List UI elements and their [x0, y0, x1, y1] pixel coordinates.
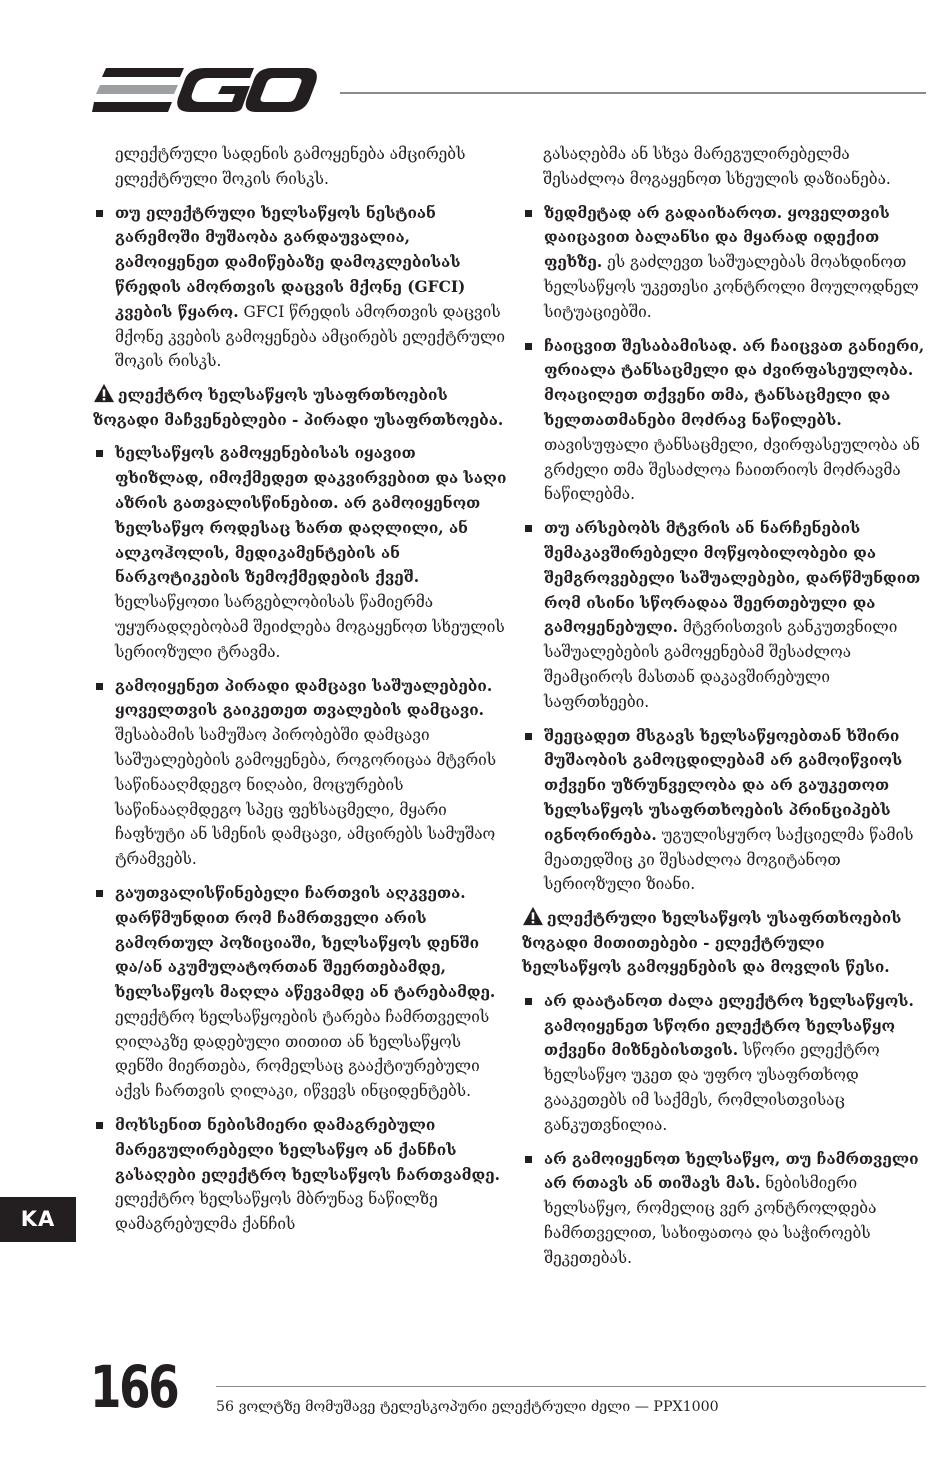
- bullet-dust-extraction: [522, 516, 927, 714]
- footer-rule: [216, 1386, 926, 1387]
- bullet-bold-text: მოხსენით ნებისმიერი დამაგრებული მარეგულირებელი ხელსაწყო ან ქანჩის გასაღები ელექტრო ხელსაწყოს ჩართვამდე.: [115, 1116, 500, 1184]
- bullet-remove-keys: [93, 1113, 508, 1237]
- bullet-protective-equipment: [93, 674, 508, 872]
- bullet-body-text: ნებისმიერი ხელსაწყო, რომელიც ვერ კონტროლდება ჩამრთველით, სახიფათოა და საჭიროებს შეკეთებას.: [544, 1174, 877, 1267]
- bullet-bold-text: არ გამოიყენოთ ხელსაწყო, თუ ჩამრთველი არ რთავს ან თიშავს მას.: [544, 1149, 919, 1193]
- bullet-body-text: ხელსაწყოთი სარგებლობისას წამიერმა უყურადღებობამ შეიძლება მოგაყენოთ სხეულის სერიოზული ტრავმა.: [115, 593, 505, 661]
- bullet-gfci: [93, 201, 508, 375]
- bullet-body-text: მტვრისთვის განკუთვნილი საშუალებების გამოყენებამ შესაძლოა შეამციროს მასთან დაკავშირებული საფრთხეები.: [544, 618, 898, 711]
- bullet-bold-text: ზედმეტად არ გადაიხაროთ. ყოველთვის დაიცავით ბალანსი და მყარად იდექით ფეხზე.: [544, 203, 890, 272]
- bullet-body-text: ელექტრო ხელსაწყოების ტარება ჩამრთველის ღილაკზე დადებული თითით ან ხელსაწყოს დენში მიერთება, რომელსაც გააქტიურებული აქვს ჩართვის ღილაკი, იწვევს ინციდენტებს.: [115, 1007, 490, 1101]
- header-rule: [340, 92, 926, 94]
- bullet-bold-text: ჩაიცვით შესაბამისად. არ ჩაიცვათ განიერი, ფრიალა ტანსაცმელი და ძვირფასეულობა. მოაცილეთ თქვენი თმა, ტანსაცმელი და ხელთათმანები მოძრავ ნაწილებს.: [544, 336, 925, 429]
- bullet-bold-text: გამოიყენეთ პირადი დამცავი საშუალებები. ყოველთვის გაიკეთეთ თვალების დამცავი.: [115, 676, 493, 720]
- bullet-do-not-force: [522, 989, 927, 1138]
- bullet-bold-text: თუ ელექტრული ხელსაწყოს ნესტიან გარემოში მუშაობა გარდაუვალია, გამოიყენეთ დამიწებაზე დამოკლებისას წრედის ამორთვის დაცვის მქონე (GFCI) კვების წყარო.: [115, 203, 466, 321]
- footer-product-title: 56 ვოლტზე მომუშავე ტელესკოპური ელექტრული ძელი — PPX1000: [216, 1399, 719, 1415]
- warning-triangle-icon: [522, 906, 544, 926]
- bullet-body-text: სწორი ელექტრო ხელსაწყო უკეთ და უფრო უსაფრთხოდ გააკეთებს იმ საქმეს, რომლისთვისაც განკუთვნილია.: [544, 1041, 880, 1134]
- bullet-bold-text: არ დაატანოთ ძალა ელექტრო ხელსაწყოს. გამოიყენეთ სწორი ელექტრო ხელსაწყო თქვენი მიზნებისთვის.: [544, 991, 914, 1060]
- bullet-bold-text: თუ არსებობს მტვრის ან ნარჩენების შემაკავშირებელი მოწყობილობები და შემგროვებელი საშუალებები, დარწმუნდით რომ ისინი სწორადაა შეერთებული და გამოყენებული.: [544, 519, 921, 637]
- bullet-body-text: თავისუფალი ტანსაცმელი, ძვირფასეულობა ან გრძელი თმა შესაძლოა ჩაითრიოს მოძრავმა ნაწილებმა.: [544, 435, 920, 504]
- bullet-familiarity: [522, 724, 927, 898]
- warning-heading-personal-safety: [93, 383, 508, 432]
- bullet-bold-text: ხელსაწყოს გამოყენებისას იყავით ფხიზლად, იმოქმედეთ დაკვირვებით და საღი აზრის გათვალისწინებით. არ გამოიყენოთ ხელსაწყო როდესაც ხართ დაღლილი, ან ალკოჰოლის, მედიკამენტების ან ნარკოტიკების ზემოქმედების ქვეშ.: [115, 444, 507, 587]
- bullet-faulty-switch: [522, 1147, 927, 1271]
- page-number: 166: [90, 1353, 178, 1421]
- bullet-body-text: უგულისყურო საქციელმა წამის მეათედშიც კი შესაძლოა მოგიტანოთ სერიოზული ზიანი.: [544, 825, 914, 894]
- right-column: [522, 142, 927, 1271]
- bullet-body-text: ეს გაძლევთ საშუალებას მოახდინოთ ხელსაწყოს უკეთესი კონტროლი მოულოდნელ სიტუაციებში.: [544, 253, 919, 321]
- left-column: [93, 142, 508, 1237]
- continuation-paragraph: გასაღებმა ან სხვა მარეგულირებელმა შესაძლოა მოგაყენოთ სხეულის დაზიანება.: [543, 145, 891, 188]
- warning-heading-tool-use: [522, 906, 927, 980]
- bullet-bold-text: შეეცადეთ მსგავს ხელსაწყოებთან ხშირი მუშაობის გამოცდილებამ არ გამოიწვიოს თქვენი უზრუნველობა და არ გაუკეთოთ ხელსაწყოს უსაფრთხოების პრინციპებს იგნორირება.: [544, 726, 903, 844]
- intro-paragraph: ელექტრული სადენის გამოყენება ამცირებს ელექტრული შოკის რისკს.: [115, 145, 466, 188]
- bullet-stay-alert: [93, 441, 508, 664]
- bullet-prevent-starting: [93, 881, 508, 1104]
- ego-logo: [92, 64, 317, 116]
- bullet-do-not-overreach: [522, 201, 927, 325]
- bullet-body-text: ელექტრო ხელსაწყოს მბრუნავ ნაწილზე დამაგრებულმა ქანჩის: [115, 1190, 438, 1234]
- bullet-dress-properly: [522, 334, 927, 508]
- bullet-body-text: GFCI წრედის ამორთვის დაცვის მქონე კვების გამოყენება ამცირებს ელექტრული შოკის რისკს.: [115, 302, 505, 371]
- bullet-body-text: შესაბამის სამუშაო პირობებში დამცავი საშუალებების გამოყენება, როგორიცაა მტვრის საწინააღმდეგო ნიღაბი, მოცურების საწინააღმდეგო სპეც ფეხსაცმელი, მყარი ჩაფხუტი ან სმენის დამცავი, ამცირებს სამუშაო ტრამვებს.: [115, 726, 497, 869]
- warning-triangle-icon: [93, 383, 115, 403]
- warning-title: ელექტრული ხელსაწყოს უსაფრთხოების ზოგადი მითითებები - ელექტრული ხელსაწყოს გამოყენების და მოვლის წესი.: [522, 909, 902, 977]
- bullet-bold-text: გაუთვალისწინებელი ჩართვის აღკვეთა. დარწმუნდით რომ ჩამრთველი არის გამორთულ პოზიციაში, ხელსაწყოს დენში და/ან აკუმულატორთან შეერთებამდე, ხელსაწყოს მაღლა აწევამდე ან ტარებამდე.: [115, 883, 496, 1002]
- warning-title: ელექტრო ხელსაწყოს უსაფრთხოების ზოგადი მაჩვენებლები - პირადი უსაფრთხოება.: [93, 386, 504, 429]
- language-tab: KA: [0, 1197, 76, 1242]
